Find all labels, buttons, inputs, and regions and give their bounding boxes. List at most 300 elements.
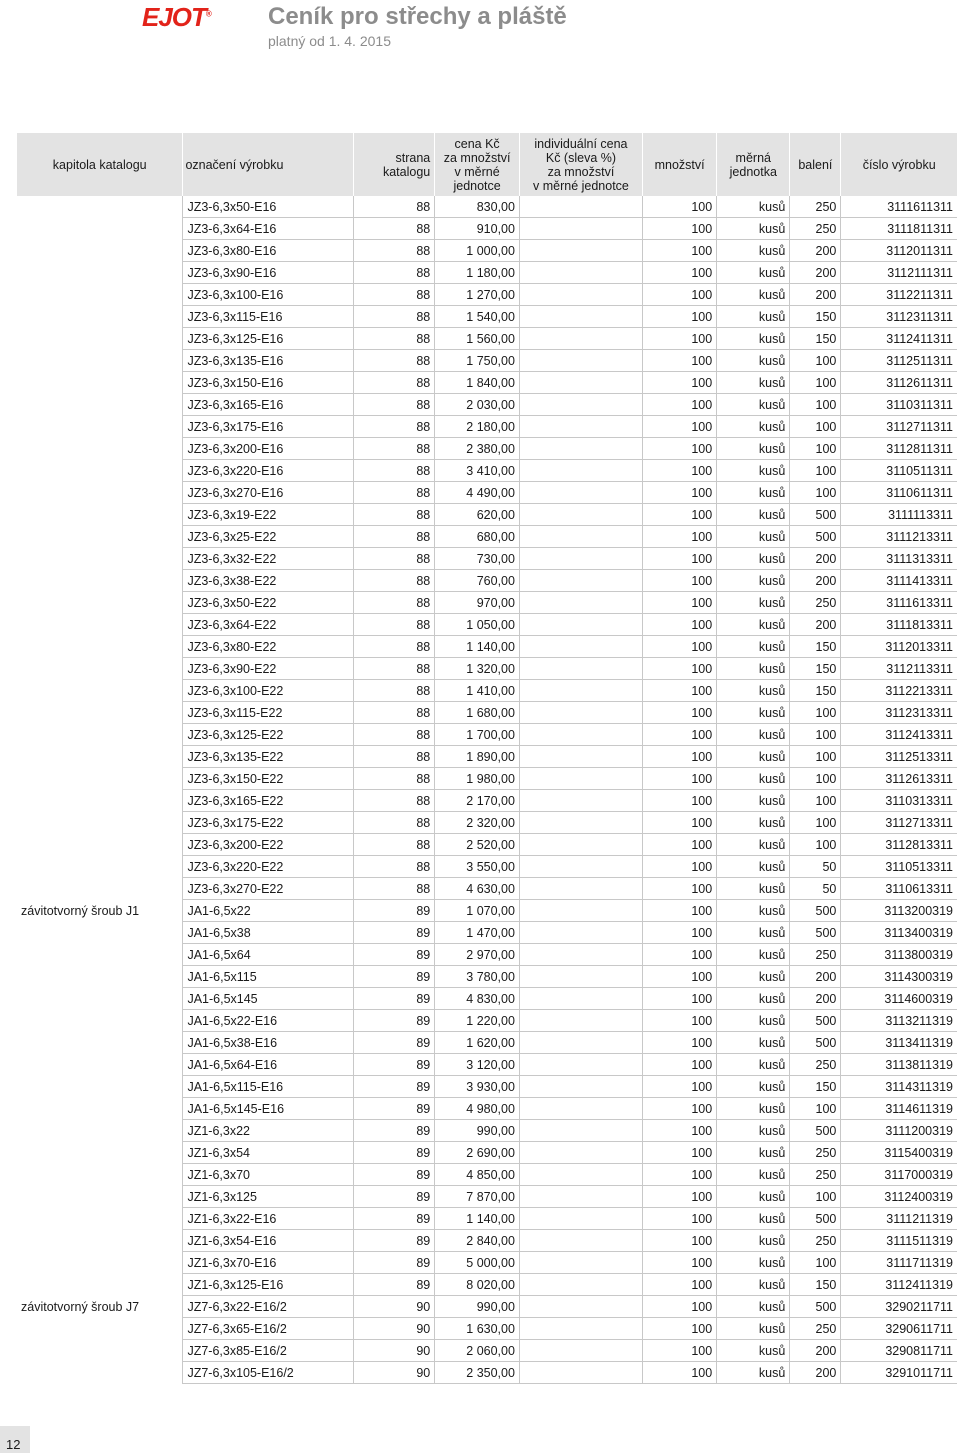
cell-article-number: 3112711311 — [841, 416, 957, 438]
cell-unit: kusů — [717, 548, 790, 570]
cell-packing: 500 — [790, 526, 841, 548]
cell-catalog-page: 89 — [354, 1142, 435, 1164]
col-catalog-page-line2: katalogu — [382, 164, 431, 179]
cell-catalog-page: 88 — [354, 394, 435, 416]
cell-packing: 200 — [790, 240, 841, 262]
cell-catalog-page: 88 — [354, 482, 435, 504]
cell-price: 4 830,00 — [435, 988, 520, 1010]
cell-designation: JZ1-6,3x125-E16 — [183, 1274, 354, 1296]
cell-individual-price — [519, 218, 642, 240]
cell-catalog-page: 88 — [354, 350, 435, 372]
cell-unit: kusů — [717, 1142, 790, 1164]
cell-catalog-page: 89 — [354, 1054, 435, 1076]
cell-unit: kusů — [717, 262, 790, 284]
cell-article-number: 3110613311 — [841, 878, 957, 900]
cell-price: 3 930,00 — [435, 1076, 520, 1098]
cell-unit: kusů — [717, 658, 790, 680]
cell-unit: kusů — [717, 614, 790, 636]
cell-chapter — [17, 482, 183, 504]
cell-packing: 200 — [790, 262, 841, 284]
cell-packing: 250 — [790, 196, 841, 218]
cell-packing: 100 — [790, 482, 841, 504]
cell-article-number: 3113400319 — [841, 922, 957, 944]
cell-article-number: 3112611311 — [841, 372, 957, 394]
cell-catalog-page: 88 — [354, 570, 435, 592]
cell-catalog-page: 88 — [354, 262, 435, 284]
cell-packing: 250 — [790, 218, 841, 240]
cell-unit: kusů — [717, 1120, 790, 1142]
cell-unit: kusů — [717, 196, 790, 218]
cell-quantity: 100 — [642, 372, 716, 394]
cell-designation: JA1-6,5x145 — [183, 988, 354, 1010]
col-individual-line3: za množství — [547, 164, 615, 179]
cell-article-number: 3112311311 — [841, 306, 957, 328]
cell-unit: kusů — [717, 1274, 790, 1296]
cell-designation: JZ3-6,3x64-E16 — [183, 218, 354, 240]
cell-individual-price — [519, 1208, 642, 1230]
page-title: Ceník pro střechy a pláště — [268, 3, 567, 30]
cell-individual-price — [519, 702, 642, 724]
cell-packing: 200 — [790, 966, 841, 988]
cell-packing: 100 — [790, 372, 841, 394]
cell-price: 1 700,00 — [435, 724, 520, 746]
table-row — [17, 702, 957, 724]
cell-price: 4 980,00 — [435, 1098, 520, 1120]
cell-packing: 250 — [790, 1142, 841, 1164]
cell-designation: JA1-6,5x38-E16 — [183, 1032, 354, 1054]
cell-chapter — [17, 350, 183, 372]
cell-quantity: 100 — [642, 1120, 716, 1142]
col-packing: balení — [790, 133, 841, 196]
cell-price: 1 140,00 — [435, 1208, 520, 1230]
cell-catalog-page: 89 — [354, 966, 435, 988]
cell-unit: kusů — [717, 394, 790, 416]
cell-chapter — [17, 460, 183, 482]
cell-packing: 150 — [790, 680, 841, 702]
table-row — [17, 1296, 957, 1318]
cell-individual-price — [519, 812, 642, 834]
cell-packing: 100 — [790, 350, 841, 372]
cell-price: 1 180,00 — [435, 262, 520, 284]
cell-unit: kusů — [717, 1032, 790, 1054]
cell-packing: 100 — [790, 768, 841, 790]
cell-designation: JZ3-6,3x80-E22 — [183, 636, 354, 658]
cell-chapter — [17, 1186, 183, 1208]
cell-chapter — [17, 504, 183, 526]
table-row — [17, 790, 957, 812]
cell-quantity: 100 — [642, 328, 716, 350]
cell-article-number: 3291011711 — [841, 1362, 957, 1384]
cell-designation: JZ3-6,3x125-E16 — [183, 328, 354, 350]
cell-packing: 500 — [790, 1208, 841, 1230]
cell-article-number: 3113211319 — [841, 1010, 957, 1032]
cell-price: 1 980,00 — [435, 768, 520, 790]
cell-quantity: 100 — [642, 834, 716, 856]
cell-catalog-page: 88 — [354, 658, 435, 680]
cell-article-number: 3112111311 — [841, 262, 957, 284]
table-row — [17, 1362, 957, 1384]
cell-chapter — [17, 1318, 183, 1340]
table-row — [17, 196, 957, 218]
cell-catalog-page: 88 — [354, 812, 435, 834]
cell-packing: 250 — [790, 592, 841, 614]
cell-price: 8 020,00 — [435, 1274, 520, 1296]
col-unit-line1: měrná — [735, 150, 771, 165]
cell-unit: kusů — [717, 944, 790, 966]
cell-chapter — [17, 1340, 183, 1362]
price-table — [17, 133, 957, 1384]
cell-designation: JZ3-6,3x270-E16 — [183, 482, 354, 504]
cell-unit: kusů — [717, 680, 790, 702]
cell-article-number: 3112411319 — [841, 1274, 957, 1296]
cell-designation: JZ3-6,3x90-E22 — [183, 658, 354, 680]
cell-individual-price — [519, 1186, 642, 1208]
cell-chapter — [17, 262, 183, 284]
cell-quantity: 100 — [642, 1340, 716, 1362]
col-article-number: číslo výrobku — [841, 133, 957, 196]
cell-article-number: 3114311319 — [841, 1076, 957, 1098]
cell-catalog-page: 89 — [354, 1208, 435, 1230]
table-row — [17, 284, 957, 306]
cell-packing: 150 — [790, 636, 841, 658]
table-row — [17, 636, 957, 658]
cell-packing: 250 — [790, 1054, 841, 1076]
cell-designation: JZ3-6,3x100-E22 — [183, 680, 354, 702]
cell-individual-price — [519, 548, 642, 570]
cell-chapter — [17, 196, 183, 218]
cell-quantity: 100 — [642, 900, 716, 922]
cell-catalog-page: 88 — [354, 768, 435, 790]
col-price-line3: v měrné — [454, 164, 500, 179]
cell-article-number: 3290611711 — [841, 1318, 957, 1340]
cell-designation: JZ3-6,3x80-E16 — [183, 240, 354, 262]
cell-catalog-page: 89 — [354, 988, 435, 1010]
col-individual-line1: individuální cena — [534, 136, 628, 151]
page-number-box — [0, 1426, 30, 1453]
cell-unit: kusů — [717, 1208, 790, 1230]
cell-packing: 100 — [790, 438, 841, 460]
cell-unit: kusů — [717, 592, 790, 614]
cell-catalog-page: 89 — [354, 1164, 435, 1186]
cell-designation: JZ1-6,3x70 — [183, 1164, 354, 1186]
cell-article-number: 3111813311 — [841, 614, 957, 636]
cell-article-number: 3111811311 — [841, 218, 957, 240]
table-row — [17, 724, 957, 746]
cell-packing: 250 — [790, 1164, 841, 1186]
cell-article-number: 3111211319 — [841, 1208, 957, 1230]
cell-catalog-page: 89 — [354, 1076, 435, 1098]
table-row — [17, 1076, 957, 1098]
cell-price: 1 320,00 — [435, 658, 520, 680]
cell-article-number: 3112011311 — [841, 240, 957, 262]
cell-chapter — [17, 702, 183, 724]
cell-catalog-page: 89 — [354, 1032, 435, 1054]
cell-designation: JZ3-6,3x115-E22 — [183, 702, 354, 724]
cell-unit: kusů — [717, 1296, 790, 1318]
cell-article-number: 3290211711 — [841, 1296, 957, 1318]
cell-unit: kusů — [717, 790, 790, 812]
cell-packing: 100 — [790, 834, 841, 856]
cell-designation: JA1-6,5x115 — [183, 966, 354, 988]
cell-chapter — [17, 592, 183, 614]
cell-catalog-page: 89 — [354, 944, 435, 966]
col-unit-line2: jednotka — [729, 164, 777, 179]
logo-text: EJOT — [142, 2, 206, 32]
cell-price: 3 410,00 — [435, 460, 520, 482]
cell-designation: JZ3-6,3x19-E22 — [183, 504, 354, 526]
cell-quantity: 100 — [642, 988, 716, 1010]
cell-packing: 100 — [790, 1252, 841, 1274]
cell-individual-price — [519, 1230, 642, 1252]
cell-article-number: 3112400319 — [841, 1186, 957, 1208]
cell-individual-price — [519, 944, 642, 966]
table-row — [17, 372, 957, 394]
cell-unit: kusů — [717, 768, 790, 790]
cell-unit: kusů — [717, 834, 790, 856]
cell-individual-price — [519, 592, 642, 614]
cell-packing: 500 — [790, 922, 841, 944]
cell-catalog-page: 88 — [354, 284, 435, 306]
cell-price: 2 320,00 — [435, 812, 520, 834]
cell-price: 1 270,00 — [435, 284, 520, 306]
cell-unit: kusů — [717, 570, 790, 592]
cell-article-number: 3114600319 — [841, 988, 957, 1010]
cell-article-number: 3110513311 — [841, 856, 957, 878]
cell-individual-price — [519, 658, 642, 680]
table-row — [17, 834, 957, 856]
cell-quantity: 100 — [642, 746, 716, 768]
cell-catalog-page: 88 — [354, 878, 435, 900]
cell-packing: 200 — [790, 284, 841, 306]
cell-quantity: 100 — [642, 438, 716, 460]
cell-packing: 200 — [790, 1340, 841, 1362]
cell-designation: JZ3-6,3x125-E22 — [183, 724, 354, 746]
cell-designation: JZ3-6,3x32-E22 — [183, 548, 354, 570]
cell-quantity: 100 — [642, 966, 716, 988]
cell-chapter — [17, 1032, 183, 1054]
cell-unit: kusů — [717, 636, 790, 658]
cell-packing: 500 — [790, 1120, 841, 1142]
cell-quantity: 100 — [642, 1252, 716, 1274]
cell-catalog-page: 88 — [354, 856, 435, 878]
cell-designation: JA1-6,5x145-E16 — [183, 1098, 354, 1120]
cell-designation: JZ3-6,3x115-E16 — [183, 306, 354, 328]
cell-chapter — [17, 240, 183, 262]
cell-catalog-page: 88 — [354, 834, 435, 856]
cell-price: 3 120,00 — [435, 1054, 520, 1076]
table-row — [17, 878, 957, 900]
cell-catalog-page: 88 — [354, 372, 435, 394]
table-row — [17, 438, 957, 460]
cell-price: 1 630,00 — [435, 1318, 520, 1340]
cell-chapter — [17, 372, 183, 394]
cell-chapter — [17, 1010, 183, 1032]
cell-article-number: 3111200319 — [841, 1120, 957, 1142]
cell-article-number: 3110311311 — [841, 394, 957, 416]
cell-quantity: 100 — [642, 1010, 716, 1032]
cell-packing: 500 — [790, 1010, 841, 1032]
cell-article-number: 3112213311 — [841, 680, 957, 702]
cell-chapter — [17, 1252, 183, 1274]
cell-individual-price — [519, 460, 642, 482]
cell-price: 4 490,00 — [435, 482, 520, 504]
cell-article-number: 3111511319 — [841, 1230, 957, 1252]
cell-unit: kusů — [717, 900, 790, 922]
cell-quantity: 100 — [642, 240, 716, 262]
cell-catalog-page: 89 — [354, 1274, 435, 1296]
cell-price: 1 620,00 — [435, 1032, 520, 1054]
table-row — [17, 1032, 957, 1054]
cell-unit: kusů — [717, 702, 790, 724]
cell-individual-price — [519, 768, 642, 790]
cell-chapter — [17, 526, 183, 548]
cell-designation: JZ1-6,3x22 — [183, 1120, 354, 1142]
table-row — [17, 922, 957, 944]
table-row — [17, 1230, 957, 1252]
cell-chapter — [17, 1164, 183, 1186]
cell-designation: JZ3-6,3x64-E22 — [183, 614, 354, 636]
table-row — [17, 394, 957, 416]
cell-price: 1 070,00 — [435, 900, 520, 922]
cell-quantity: 100 — [642, 284, 716, 306]
cell-quantity: 100 — [642, 702, 716, 724]
cell-individual-price — [519, 350, 642, 372]
cell-catalog-page: 88 — [354, 746, 435, 768]
cell-price: 2 060,00 — [435, 1340, 520, 1362]
cell-quantity: 100 — [642, 482, 716, 504]
cell-packing: 200 — [790, 988, 841, 1010]
cell-unit: kusů — [717, 416, 790, 438]
cell-price: 2 180,00 — [435, 416, 520, 438]
cell-price: 830,00 — [435, 196, 520, 218]
col-price-line2: za množství — [443, 150, 511, 165]
cell-article-number: 3112413311 — [841, 724, 957, 746]
cell-catalog-page: 90 — [354, 1318, 435, 1340]
table-row — [17, 1164, 957, 1186]
cell-quantity: 100 — [642, 944, 716, 966]
col-price-line4: jednotce — [453, 178, 501, 193]
cell-catalog-page: 90 — [354, 1296, 435, 1318]
cell-catalog-page: 88 — [354, 504, 435, 526]
cell-price: 5 000,00 — [435, 1252, 520, 1274]
table-row — [17, 746, 957, 768]
cell-price: 2 520,00 — [435, 834, 520, 856]
cell-price: 2 690,00 — [435, 1142, 520, 1164]
cell-unit: kusů — [717, 1010, 790, 1032]
cell-chapter — [17, 1098, 183, 1120]
cell-catalog-page: 88 — [354, 306, 435, 328]
cell-article-number: 3111213311 — [841, 526, 957, 548]
cell-quantity: 100 — [642, 1054, 716, 1076]
cell-article-number: 3290811711 — [841, 1340, 957, 1362]
table-row — [17, 306, 957, 328]
cell-individual-price — [519, 1296, 642, 1318]
cell-price: 1 000,00 — [435, 240, 520, 262]
cell-individual-price — [519, 834, 642, 856]
cell-quantity: 100 — [642, 504, 716, 526]
cell-catalog-page: 88 — [354, 328, 435, 350]
cell-catalog-page: 88 — [354, 196, 435, 218]
cell-individual-price — [519, 1318, 642, 1340]
cell-price: 3 550,00 — [435, 856, 520, 878]
cell-individual-price — [519, 306, 642, 328]
cell-unit: kusů — [717, 1362, 790, 1384]
cell-price: 990,00 — [435, 1120, 520, 1142]
cell-unit: kusů — [717, 1340, 790, 1362]
cell-article-number: 3112411311 — [841, 328, 957, 350]
table-row — [17, 966, 957, 988]
col-unit — [717, 133, 790, 196]
cell-designation: JZ3-6,3x25-E22 — [183, 526, 354, 548]
cell-quantity: 100 — [642, 878, 716, 900]
cell-unit: kusů — [717, 1318, 790, 1340]
cell-article-number: 3110511311 — [841, 460, 957, 482]
table-row — [17, 1318, 957, 1340]
cell-individual-price — [519, 1142, 642, 1164]
cell-designation: JZ7-6,3x105-E16/2 — [183, 1362, 354, 1384]
cell-chapter — [17, 1076, 183, 1098]
cell-catalog-page: 89 — [354, 1252, 435, 1274]
cell-chapter — [17, 284, 183, 306]
cell-article-number: 3113800319 — [841, 944, 957, 966]
cell-chapter — [17, 438, 183, 460]
table-row — [17, 988, 957, 1010]
cell-unit: kusů — [717, 328, 790, 350]
cell-price: 620,00 — [435, 504, 520, 526]
cell-packing: 500 — [790, 1032, 841, 1054]
cell-individual-price — [519, 284, 642, 306]
cell-individual-price — [519, 416, 642, 438]
cell-chapter — [17, 944, 183, 966]
cell-individual-price — [519, 1054, 642, 1076]
cell-price: 970,00 — [435, 592, 520, 614]
col-price-line1: cena Kč — [454, 136, 500, 151]
cell-catalog-page: 89 — [354, 1186, 435, 1208]
cell-quantity: 100 — [642, 1186, 716, 1208]
cell-individual-price — [519, 482, 642, 504]
cell-designation: JA1-6,5x38 — [183, 922, 354, 944]
cell-individual-price — [519, 680, 642, 702]
cell-price: 1 410,00 — [435, 680, 520, 702]
cell-designation: JZ1-6,3x54-E16 — [183, 1230, 354, 1252]
col-quantity: množství — [642, 133, 716, 196]
cell-quantity: 100 — [642, 262, 716, 284]
cell-price: 1 840,00 — [435, 372, 520, 394]
col-individual-line4: v měrné jednotce — [533, 178, 629, 193]
cell-designation: JA1-6,5x64-E16 — [183, 1054, 354, 1076]
cell-individual-price — [519, 878, 642, 900]
cell-quantity: 100 — [642, 196, 716, 218]
cell-designation: JZ7-6,3x22-E16/2 — [183, 1296, 354, 1318]
cell-catalog-page: 88 — [354, 614, 435, 636]
cell-catalog-page: 90 — [354, 1362, 435, 1384]
cell-catalog-page: 88 — [354, 218, 435, 240]
table-row — [17, 570, 957, 592]
cell-unit: kusů — [717, 922, 790, 944]
cell-price: 910,00 — [435, 218, 520, 240]
page-subtitle: platný od 1. 4. 2015 — [268, 33, 391, 49]
cell-article-number: 3111711319 — [841, 1252, 957, 1274]
cell-article-number: 3112511311 — [841, 350, 957, 372]
cell-quantity: 100 — [642, 680, 716, 702]
cell-designation: JZ3-6,3x50-E16 — [183, 196, 354, 218]
cell-price: 2 840,00 — [435, 1230, 520, 1252]
cell-designation: JZ3-6,3x135-E16 — [183, 350, 354, 372]
cell-catalog-page: 88 — [354, 592, 435, 614]
cell-quantity: 100 — [642, 1142, 716, 1164]
cell-catalog-page: 89 — [354, 1098, 435, 1120]
cell-individual-price — [519, 1252, 642, 1274]
